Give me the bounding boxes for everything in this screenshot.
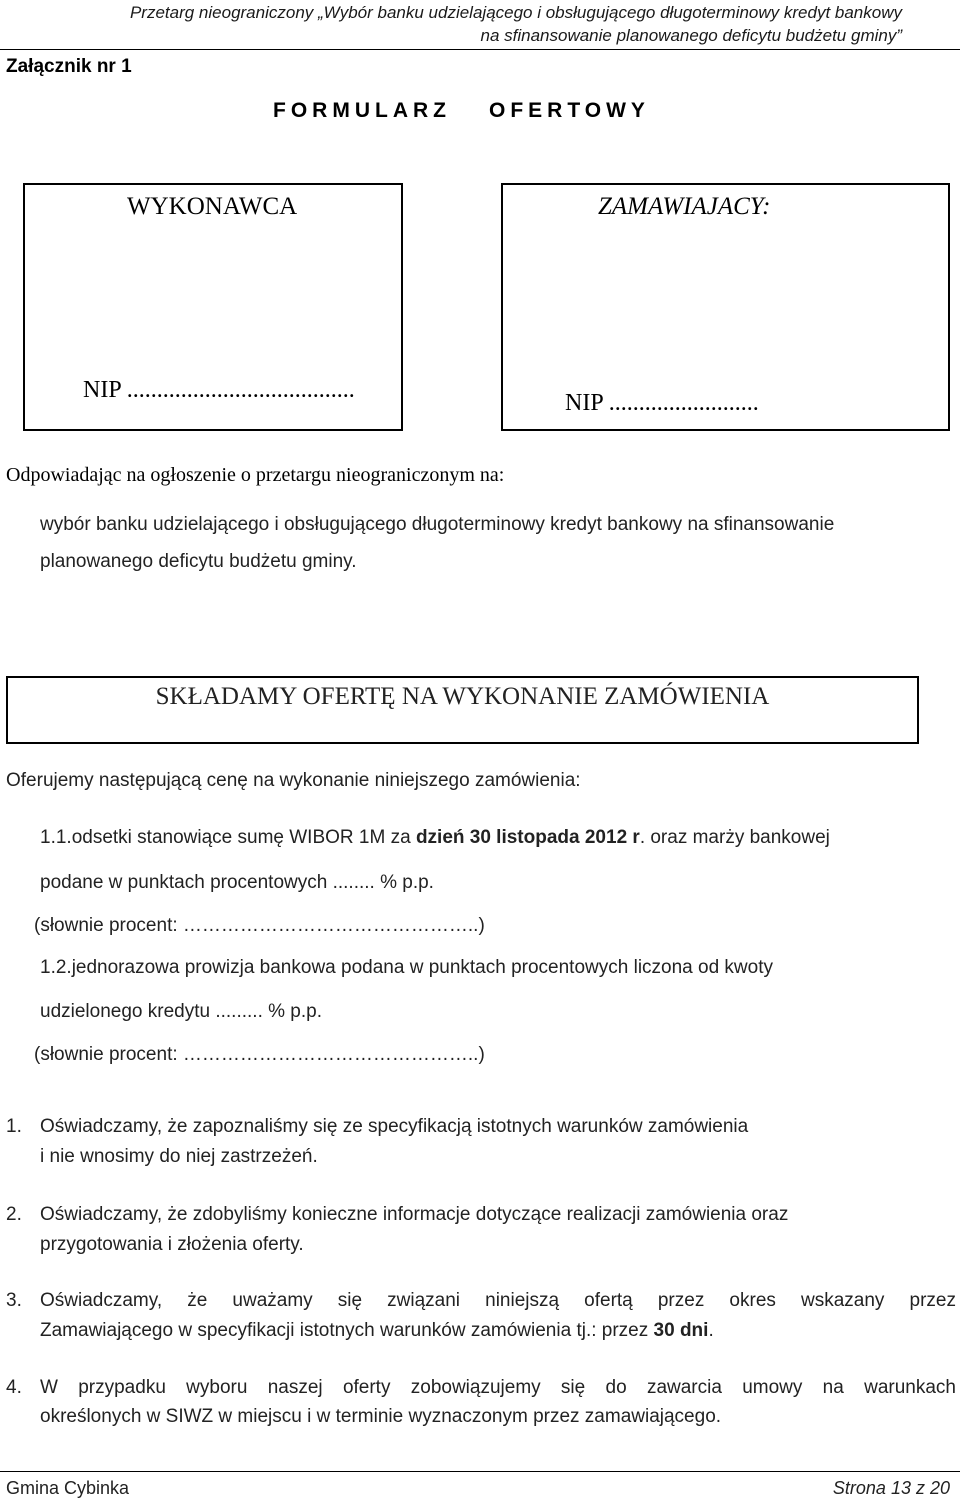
item-1-1-words-field[interactable]: (słownie procent: ………………………………………..) (34, 915, 485, 936)
declaration-3-number: 3. (6, 1290, 22, 1311)
declaration-3-days: 30 dni (653, 1320, 709, 1341)
declaration-4-number: 4. (6, 1377, 22, 1398)
declaration-2-line2: przygotowania i złożenia oferty. (40, 1234, 304, 1255)
subject-text (40, 506, 960, 580)
form-title (273, 99, 650, 123)
declaration-3-line1: Oświadczamy, że uważamy się związani niniejszą ofertą przez okres wskazany przez (40, 1290, 956, 1311)
contractor-nip: NIP ...................................... (83, 377, 355, 403)
form-title-word1: FORMULARZ (273, 99, 451, 122)
declaration-3-period: . (708, 1320, 714, 1341)
subject-line1: wybór banku udzielającego i obsługującego długoterminowy kredyt bankowy na sfinansowanie (40, 514, 835, 535)
footer-divider (0, 1471, 960, 1472)
ordering-party-label: ZAMAWIAJACY: (598, 193, 771, 220)
item-1-1-prefix: 1.1.odsetki stanowiące sumę WIBOR 1M za (40, 827, 416, 848)
declaration-4-line1: W przypadku wyboru naszej oferty zobowiązujemy się do zawarcia umowy na warunkach (40, 1377, 956, 1398)
subject-line2: planowanego deficytu budżetu gminy. (40, 551, 357, 572)
form-title-word2: OFERTOWY (488, 99, 650, 122)
declaration-2-line1: Oświadczamy, że zdobyliśmy konieczne informacje dotyczące realizacji zamówienia oraz (40, 1204, 789, 1225)
item-1-1-date: dzień 30 listopada 2012 r (415, 827, 640, 848)
contractor-label: WYKONAWCA (127, 193, 298, 220)
header-divider (0, 49, 960, 50)
header-title-line2: na sfinansowanie planowanego deficytu budżetu gminy” (480, 26, 902, 45)
annex-label: Załącznik nr 1 (6, 56, 132, 77)
declaration-1-line1: Oświadczamy, że zapoznaliśmy się ze specyfikacją istotnych warunków zamówienia (40, 1116, 749, 1137)
item-1-2-rate-field[interactable]: udzielonego kredytu ......... % p.p. (40, 1001, 322, 1022)
declaration-2-number: 2. (6, 1204, 22, 1225)
declaration-3-line2-text: Zamawiającego w specyfikacji istotnych warunków zamówienia tj.: przez (40, 1320, 654, 1341)
offer-title: SKŁADAMY OFERTĘ NA WYKONANIE ZAMÓWIENIA (155, 683, 770, 710)
footer-page-number: Strona 13 z 20 (832, 1478, 950, 1498)
declaration-1-line2: i nie wnosimy do niej zastrzeżeń. (40, 1146, 318, 1167)
item-1-1-rate-field[interactable]: podane w punktach procentowych ........ % p.p. (40, 872, 434, 893)
price-intro: Oferujemy następującą cenę na wykonanie niniejszego zamówienia: (6, 770, 581, 791)
header-title-line1: Przetarg nieograniczony „Wybór banku udzielającego i obsługującego długoterminowy kredyt bankowy (129, 3, 902, 22)
declaration-3-line2 (40, 1320, 714, 1342)
ordering-party-nip: NIP ......................... (565, 390, 759, 416)
intro-text: Odpowiadając na ogłoszenie o przetargu nieograniczonym na: (6, 464, 505, 486)
footer-municipality: Gmina Cybinka (6, 1478, 130, 1498)
item-1-2: 1.2.jednorazowa prowizja bankowa podana w punktach procentowych liczona od kwoty (40, 957, 773, 978)
item-1-2-words-field[interactable]: (słownie procent: ………………………………………..) (34, 1044, 485, 1065)
declaration-1-number: 1. (6, 1116, 22, 1137)
item-1-1 (40, 827, 830, 849)
declaration-4-line2: określonych w SIWZ w miejscu i w terminie wyznaczonym przez zamawiającego. (40, 1406, 722, 1427)
item-1-1-suffix: . oraz marży bankowej (639, 827, 830, 848)
